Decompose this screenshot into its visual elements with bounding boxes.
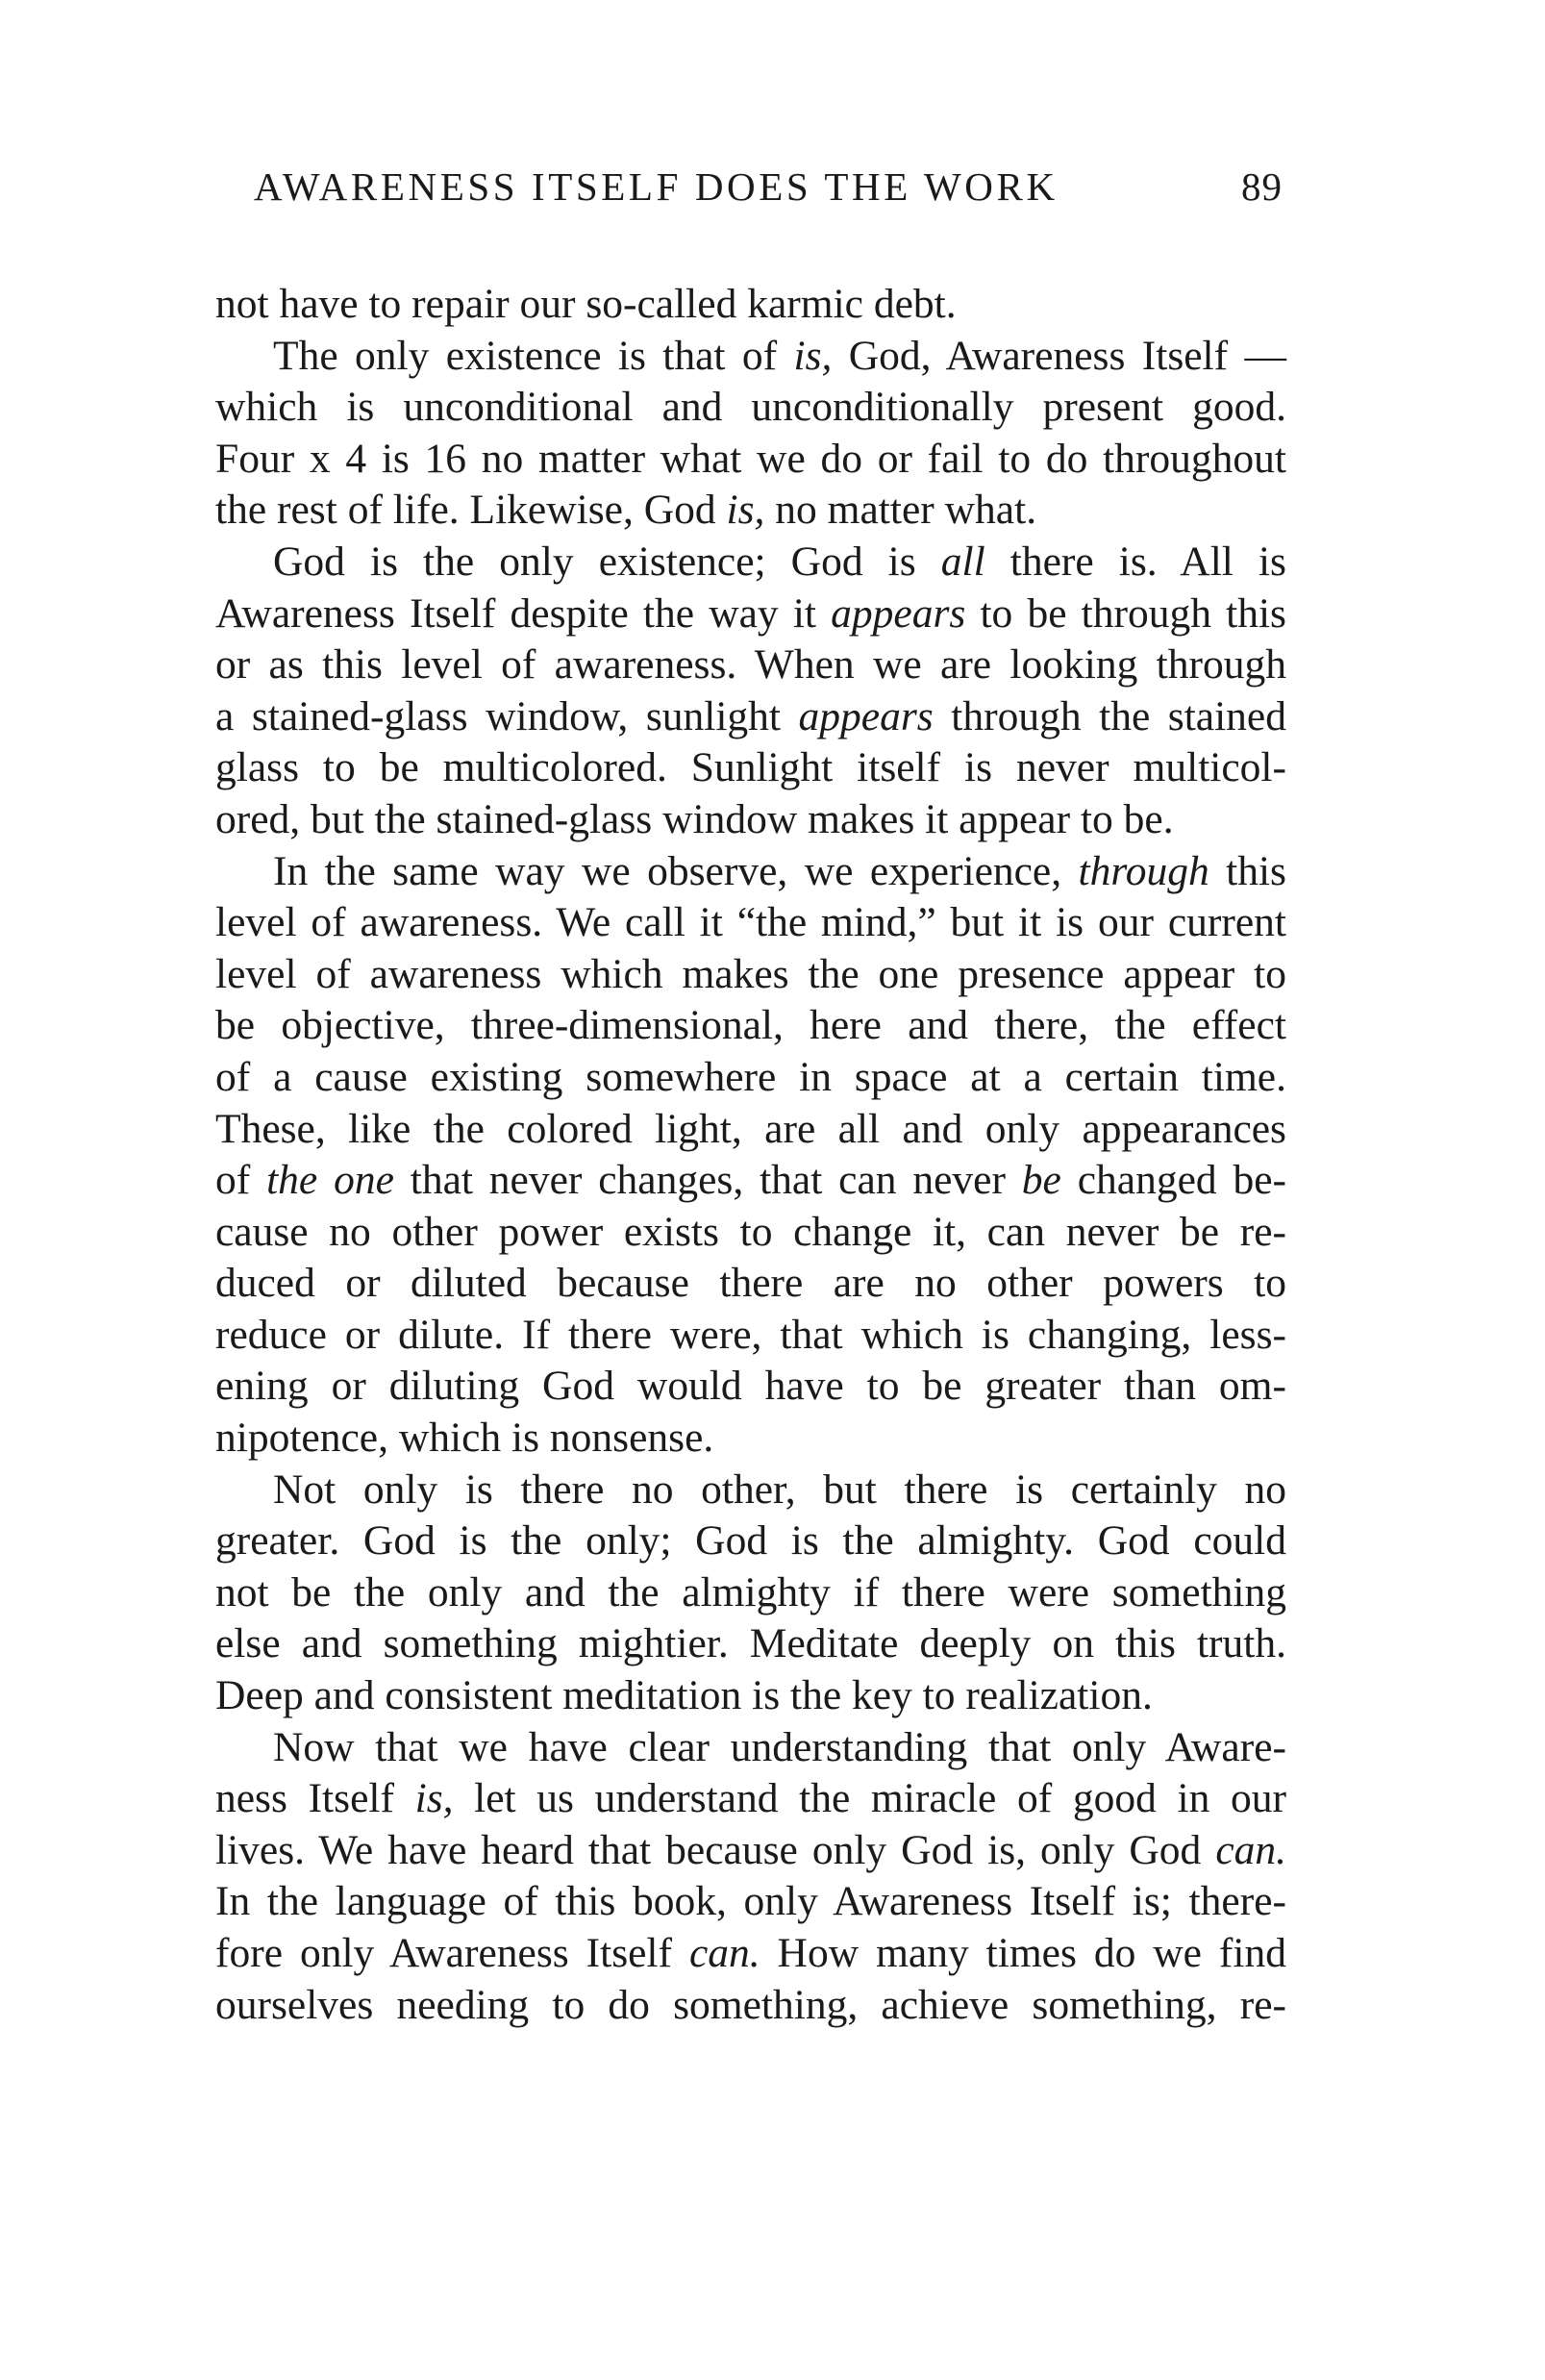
text-run: Now that we have clear understanding that only Aware-: [273, 1723, 1286, 1770]
text-run: reduce or dilute. If there were, that which is changing, less-: [215, 1311, 1286, 1358]
text-line: [215, 1207, 1286, 1259]
text-line: [215, 1052, 1286, 1104]
page-number: 89: [1241, 164, 1283, 209]
text-line: [215, 1258, 1286, 1310]
text-line: [215, 589, 1286, 640]
text-run: Awareness Itself despite the way it: [215, 589, 832, 637]
text-run: of a cause existing somewhere in space at a certain time.: [215, 1053, 1286, 1100]
text-line: [215, 382, 1286, 434]
text-line: [215, 897, 1286, 949]
text-line: [215, 1104, 1286, 1156]
text-run: be objective, three-dimensional, here and there, the effect: [215, 1002, 1286, 1049]
text-run: which is unconditional and unconditionally present good.: [215, 384, 1286, 431]
running-head: [254, 160, 1283, 213]
text-run: let us understand the miracle of good in our: [453, 1775, 1287, 1822]
text-run: changed be-: [1060, 1157, 1287, 1204]
text-line: [215, 1310, 1286, 1362]
text-line: [215, 1722, 1286, 1774]
text-run: Not only is there no other, but there is certainly no: [273, 1466, 1286, 1513]
text-line: [215, 1567, 1286, 1619]
text-line: [215, 1000, 1286, 1052]
italic-text: be: [1021, 1157, 1061, 1204]
text-run: The only existence is that of: [273, 332, 794, 379]
text-run: ness Itself: [215, 1775, 415, 1822]
italic-text: can.: [1215, 1826, 1286, 1873]
italic-text: is,: [726, 487, 765, 534]
text-run: How many times do we find: [760, 1930, 1286, 1976]
text-run: of: [215, 1157, 267, 1204]
text-run: level of awareness. We call it “the mind,” but it is our current: [215, 899, 1286, 946]
text-run: the rest of life. Likewise, God: [215, 487, 727, 534]
text-line: [215, 279, 1286, 331]
text-line: [215, 1361, 1286, 1413]
text-run: there is. All is: [984, 538, 1286, 585]
text-run: In the same way we observe, we experience,: [273, 847, 1079, 894]
text-run: level of awareness which makes the one presence appear to: [215, 950, 1286, 997]
text-run: not have to repair our so-called karmic debt.: [215, 281, 957, 327]
text-line: [215, 1413, 1286, 1465]
text-line: [215, 1773, 1286, 1825]
text-run: or as this level of awareness. When we are looking through: [215, 641, 1286, 689]
italic-text: the one: [266, 1157, 394, 1204]
text-line: [215, 537, 1286, 589]
text-line: [215, 1825, 1286, 1877]
text-line: [215, 846, 1286, 898]
text-run: Deep and consistent meditation is the key to realization.: [215, 1672, 1153, 1719]
text-line: [215, 1670, 1286, 1722]
text-run: These, like the colored light, are all and only appearances: [215, 1105, 1286, 1152]
text-run: In the language of this book, only Awareness Itself is; there-: [215, 1878, 1286, 1925]
text-run: a stained-glass window, sunlight: [215, 692, 799, 739]
text-line: [215, 1980, 1286, 2032]
italic-text: can.: [688, 1930, 760, 1976]
text-line: [215, 691, 1286, 743]
text-run: to be through this: [965, 589, 1286, 637]
text-run: ening or diluting God would have to be greater than om-: [215, 1363, 1286, 1410]
running-head-title: AWARENESS ITSELF DOES THE WORK: [254, 164, 1059, 209]
text-run: ourselves needing to do something, achieve something, re-: [215, 1981, 1286, 2028]
text-run: ored, but the stained-glass window makes it appear to be.: [215, 795, 1174, 842]
italic-text: appears: [831, 589, 966, 637]
italic-text: through: [1078, 847, 1209, 894]
body-text: [215, 279, 1286, 2031]
text-run: nipotence, which is nonsense.: [215, 1415, 714, 1462]
text-line: [215, 1618, 1286, 1670]
text-line: [215, 1465, 1286, 1516]
italic-text: is,: [414, 1775, 454, 1822]
text-run: cause no other power exists to change it, can never be re-: [215, 1208, 1286, 1255]
text-run: else and something mightier. Meditate deeply on this truth.: [215, 1620, 1286, 1667]
text-run: that never changes, that can never: [393, 1157, 1022, 1204]
italic-text: appears: [798, 692, 934, 739]
text-line: [215, 485, 1286, 537]
text-line: [215, 742, 1286, 794]
text-line: [215, 434, 1286, 486]
text-run: no matter what.: [764, 487, 1037, 534]
text-run: lives. We have heard that because only God is, only God: [215, 1826, 1216, 1873]
italic-text: all: [940, 538, 985, 585]
text-run: glass to be multicolored. Sunlight itself is never multicol-: [215, 744, 1286, 791]
text-run: not be the only and the almighty if there were something: [215, 1568, 1286, 1616]
text-run: God is the only existence; God is: [273, 538, 941, 585]
text-run: through the stained: [933, 692, 1286, 739]
text-line: [215, 949, 1286, 1001]
text-line: [215, 794, 1286, 846]
text-run: God, Awareness Itself —: [832, 332, 1286, 379]
text-line: [215, 1155, 1286, 1207]
text-run: duced or diluted because there are no other powers to: [215, 1260, 1286, 1307]
text-line: [215, 639, 1286, 691]
text-run: greater. God is the only; God is the almighty. God could: [215, 1517, 1286, 1565]
text-run: this: [1209, 847, 1286, 894]
text-line: [215, 1876, 1286, 1928]
italic-text: is,: [793, 332, 833, 379]
text-line: [215, 331, 1286, 383]
text-line: [215, 1928, 1286, 1980]
text-line: [215, 1516, 1286, 1567]
text-run: fore only Awareness Itself: [215, 1930, 689, 1976]
text-run: Four x 4 is 16 no matter what we do or fail to do throughout: [215, 435, 1286, 482]
